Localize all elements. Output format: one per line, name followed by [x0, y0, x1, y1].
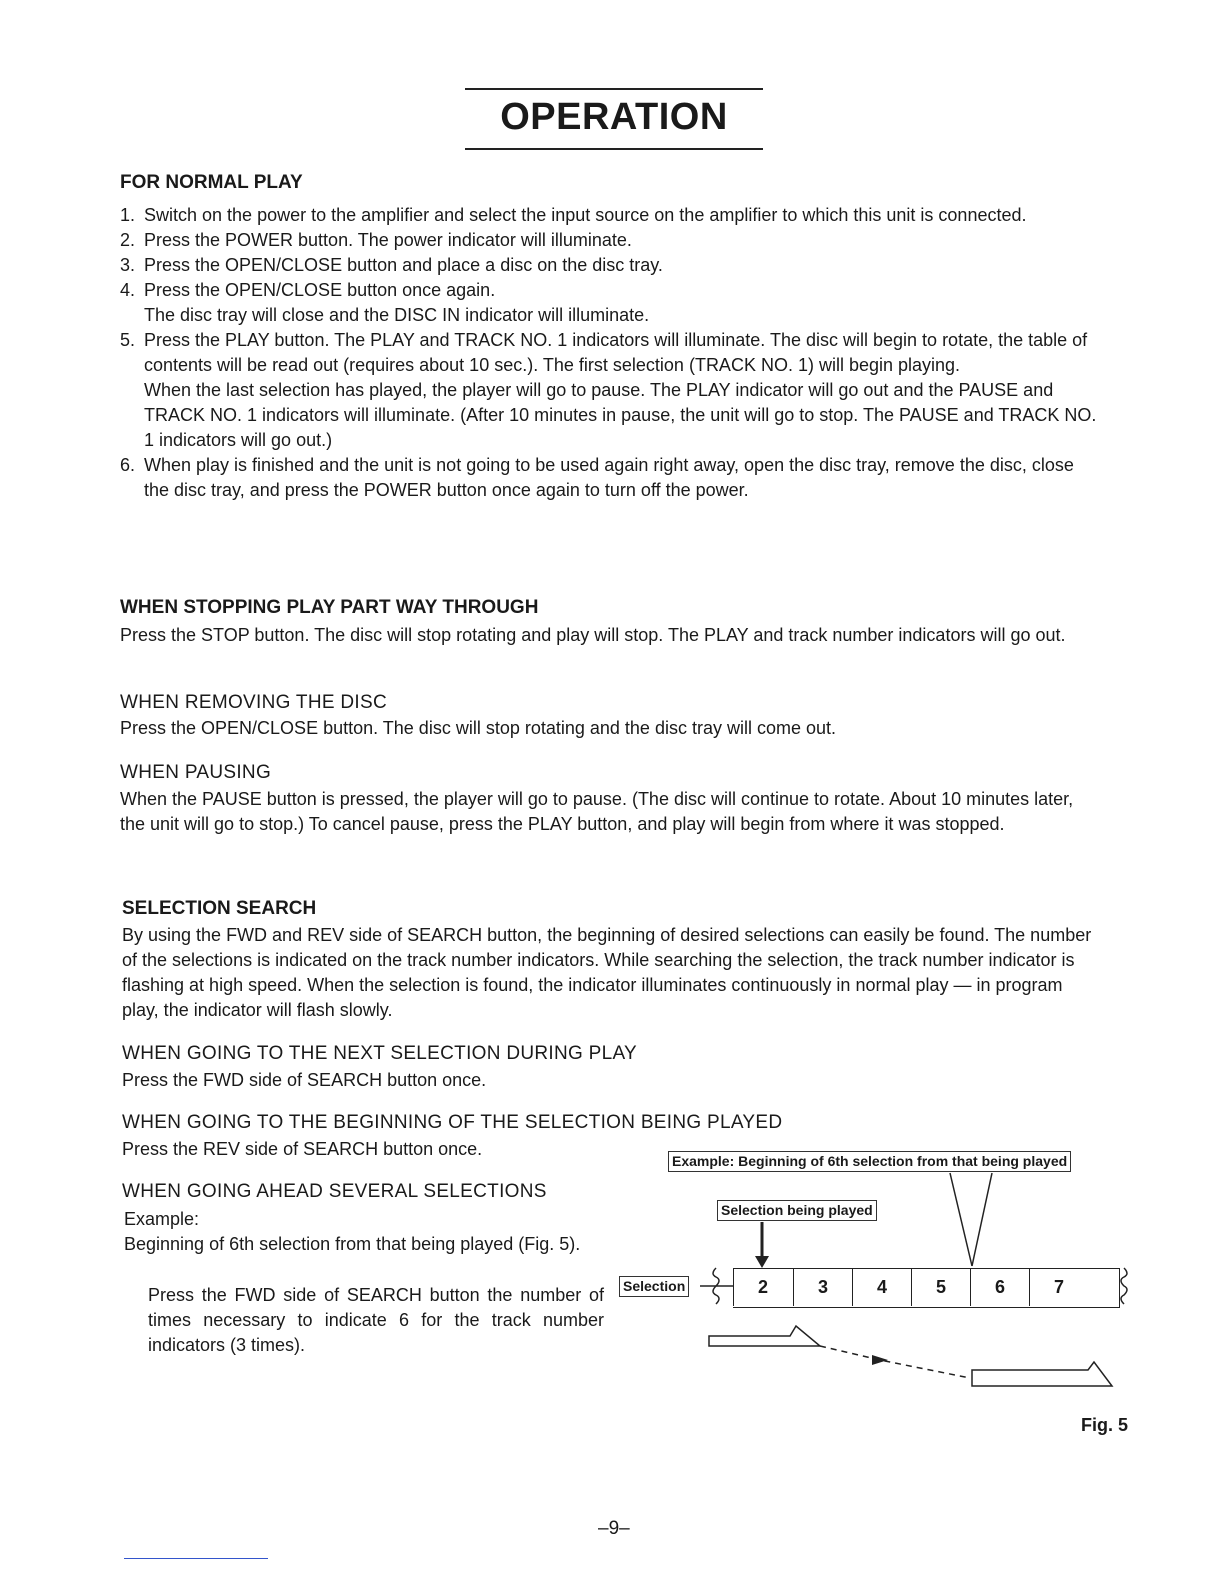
removing-text: Press the OPEN/CLOSE button. The disc will stop rotating and the disc tray will come out. [120, 718, 836, 738]
track-cell: 6 [970, 1268, 1029, 1306]
heading-beginning-selection: WHEN GOING TO THE BEGINNING OF THE SELECTION BEING PLAYED [122, 1112, 783, 1133]
heading-normal-play: FOR NORMAL PLAY [120, 172, 303, 193]
selection-box: Selection [619, 1276, 689, 1297]
ahead-example-label: Example: [124, 1209, 200, 1229]
track-cell: 5 [911, 1268, 970, 1306]
beginning-selection-text: Press the REV side of SEARCH button once. [122, 1139, 483, 1159]
dashed-arrow-head [872, 1355, 888, 1365]
example-box: Example: Beginning of 6th selection from that being played [668, 1151, 1071, 1172]
heading-ahead-several: WHEN GOING AHEAD SEVERAL SELECTIONS [122, 1181, 547, 1202]
track-cell: 2 [733, 1268, 792, 1306]
heading-selection-search: SELECTION SEARCH [122, 898, 317, 919]
v-line-right [972, 1173, 992, 1266]
down-arrow-head [755, 1256, 769, 1268]
heading-stopping: WHEN STOPPING PLAY PART WAY THROUGH [120, 597, 539, 618]
hollow-arrow [709, 1326, 820, 1346]
break-mark [1121, 1268, 1127, 1304]
list-item: 5. Press the PLAY button. The PLAY and TRACK NO. 1 indicators will illuminate. The disc will begin to rotate, the table of contents will be read out (requires about 10 sec.). The first selection (TRACK NO. 1) will begin playing. When the last selection has played, the player will go to pause. The PLAY indicator will go out and the PAUSE and TRACK NO. 1 indicators will illuminate. (After 10 minutes in pause, the unit will go to stop. The PAUSE and TRACK NO. 1 indicators will go out.) [120, 330, 1097, 450]
heading-pausing: WHEN PAUSING [120, 762, 272, 783]
selection-search-text: By using the FWD and REV side of SEARCH button, the beginning of desired selections can easily be found. The number of the selections is indicated on the track number indicators. While searching the selection, the track number indicator is flashing at high speed. When the selection is found, the indicator illuminates continuously in normal play — in program play, the indicator will flash slowly. [122, 925, 1092, 1020]
list-item: 3. Press the OPEN/CLOSE button and place a disc on the disc tray. [120, 255, 663, 275]
heading-next-selection: WHEN GOING TO THE NEXT SELECTION DURING PLAY [122, 1043, 638, 1064]
list-item: 2. Press the POWER button. The power indicator will illuminate. [120, 230, 632, 250]
track-cell: 7 [1029, 1268, 1088, 1306]
break-mark [713, 1268, 719, 1286]
hollow-arrow [972, 1362, 1112, 1386]
track-cell: 4 [852, 1268, 911, 1306]
page-number: –9– [598, 1518, 630, 1539]
break-mark [713, 1286, 719, 1304]
list-item: 6. When play is finished and the unit is not going to be used again right away, open the disc tray, remove the disc, close the disc tray, and press the POWER button once again to turn off the power. [120, 455, 1074, 500]
heading-removing: WHEN REMOVING THE DISC [120, 692, 387, 713]
list-item: 4. Press the OPEN/CLOSE button once again. The disc tray will close and the DISC IN indicator will illuminate. [120, 280, 650, 325]
stopping-text: Press the STOP button. The disc will stop rotating and play will stop. The PLAY and track number indicators will go out. [120, 625, 1066, 645]
page-title: OPERATION [500, 96, 728, 138]
pausing-text: When the PAUSE button is pressed, the player will go to pause. (The disc will continue to rotate. About 10 minutes later, the unit will go to stop.) To cancel pause, press the PLAY button, and play will begin from where it was stopped. [120, 789, 1074, 834]
list-item: 1. Switch on the power to the amplifier and select the input source on the amplifier to which this unit is connected. [120, 205, 1027, 225]
ahead-example-text: Beginning of 6th selection from that being played (Fig. 5). [124, 1234, 581, 1254]
selection-being-played-box: Selection being played [717, 1200, 877, 1221]
figure-caption: Fig. 5 [1081, 1415, 1129, 1435]
track-cell: 3 [793, 1268, 852, 1306]
v-line-left [950, 1173, 972, 1266]
ahead-instruction: Press the FWD side of SEARCH button the number of times necessary to indicate 6 for the track number indicators (3 times). [148, 1285, 604, 1355]
dashed-path [820, 1346, 970, 1378]
footer-divider [124, 1558, 268, 1559]
next-selection-text: Press the FWD side of SEARCH button once. [122, 1070, 487, 1090]
